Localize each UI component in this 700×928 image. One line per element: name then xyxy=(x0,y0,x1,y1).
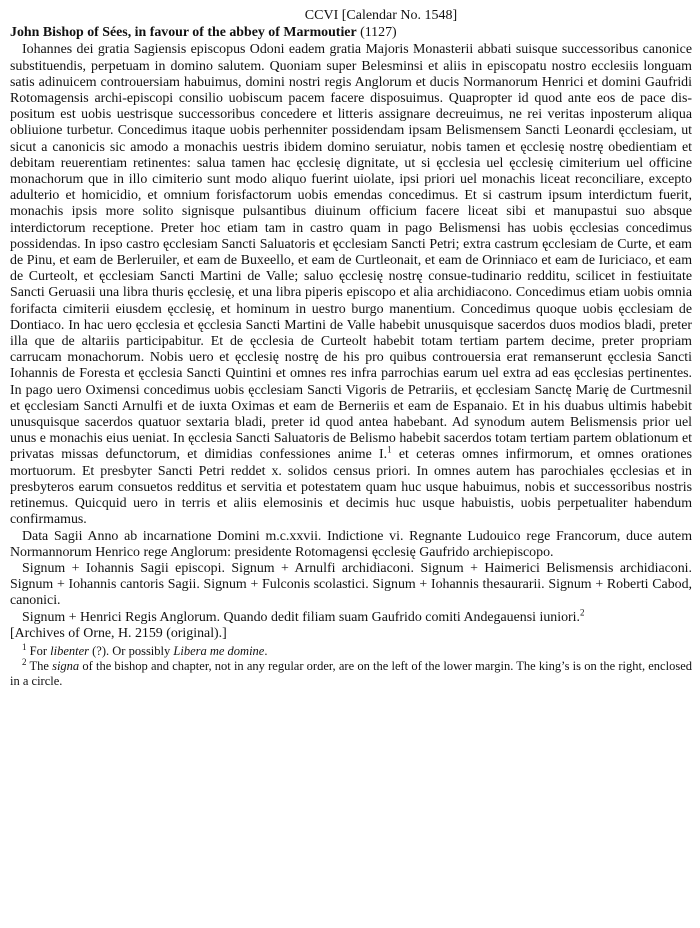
footnote-1: $^1$ For libenter (?). Or possibly Libera me domine. xyxy=(22,641,268,658)
king-signum-text: Signum + Henrici Regis Anglorum. Quando dedit filiam suam Gaufrido comiti Andegauensi iuniori. xyxy=(22,609,580,625)
footnote-number: 2 xyxy=(22,656,27,667)
charter-body-part-1: Iohannes dei gratia Sagiensis episcopus Odoni eadem gratia Majoris Monasterii abbati suisque successoribus canonice substituendis, perpetuam in domino salutem. Quoniam super Belesminsi et aliis in episcopatu nostro ecclesiis longuam satis adinuicem controuersiam habuimus, domini nostri regis Anglorum et ducis Normanorum Henrici et domini Gaufridi Rotomagensis archi-episcopi consilio uobiscum pacem facere disposuimus. Quapropter id quod ante eos de pace dis-positum est uobis uestrisque successoribus concedere et litteris assignare decreuimus, ne rei veritas inposterum aliqua obliuione turbetur. Concedimus itaque uobis perhenniter possidendam ipsam Belismensem Sancti Leonardi ęcclesiam, ut sicut a canonicis sic amodo a monachis uestris ibidem domino seruiatur, nobis tamen et ęcclesię nostrę obedientiam et debitam reuerentiam retinentes: salua tamen hac ęcclesię dignitate, ut si ęcclesia uel ęcclesię cimiterium uel officine monachorum que in illo cimiterio sunt modo aliquo fuerint uiolate, ipsi priori uel monachis liceat reconciliare, excepto adulterio et homicidio, et omnium forisfactorum uobis emendas concedimus. Et si castrum ipsum interdictum fuerit, monachis ipsis more solito signisque pulsantibus diuinum officium facere liceat sibi et manupastui suo absque interdictorum receptione. Preter hoc etiam tam in castro quam in pago Belismensi has uobis ęcclesias concedimus possidendas. In ipso castro ęcclesiam Sancti Saluatoris et ęcclesiam Sancti Petri; extra castrum ęcclesiam de Curte, et eam de Pinu, et eam de Berleruiler, et eam de Buxeello, et eam de Curtleonait, et eam de Orinniaco et eam de Iuriciaco, et eam de Curteolt, et ęcclesiam Sancti Martini de Valle; saluo ęcclesię nostrę consue-tudinario redditu, scilicet in festiuitate Sancti Geruasii una libra thuris ęcclesię, et una libra piperis episcopo et alia archidiacono. Concedimus etiam uobis omnia forifacta cimiterii eiusdem ęcclesię, et hominum in uestro burgo manentium. Concedimus quoque uobis ęcclesiam de Dontiaco. In hac uero ęcclesia et ęcclesia Sancti Martini de Valle habebit unusquisque sacerdos duos modios bladi, preter illa que de altariis participabitur. Et de ęcclesia de Curteolt habebit totam tertiam partem decime, preter propriam carrucam monachorum. Nobis uero et ęcclesię nostrę de his pro quibus controuersia erat remanserunt ęcclesia Sancti Iohannis de Foresta et ęcclesia Sancti Quintini et omnes res infra parrochias earum uel extra ad eas ęcclesias pertinentes. In pago uero Oximensi concedimus uobis ęcclesiam Sancti Vigoris de Petrariis, et ęcclesiam Sanctę Marię de Curtmesnil et ęcclesiam Sancti Arnulfi et de iuxta Oximas et eam de Berneriis et eam de Espanaio. Et in his duabus ultimis habebit unusquisque sacerdos quatuor sextaria bladi, preter id quod antea habebant. Ad synodum autem Belismensis prior uel unus e monachis eius ueniat. In ęcclesia Sancti Saluatoris de Belismo habebit sacerdos totam tertiam partem oblationum et privatas missas defunctorum, et dimidias confessiones anime I. xyxy=(10,42,692,463)
charter-body-part-2: et ceteras omnes infirmorum, et omnes orationes mortuorum. Et presbyter Sancti Petri reddet x. solidos census priori. In omnes autem has parochiales ęcclesias et in presbyteros earum consuetos redditus et servitia et potestatem quam huc usque habuimus, nobis et successoribus nostris retinemus. Quicquid uero in terris et aliis elemosinis et decimis huc usque habuistis, uobis perpetualiter habendum confirmamus. xyxy=(10,447,692,528)
footnote-number: 1 xyxy=(22,641,27,652)
charter-body xyxy=(10,42,692,528)
charter-title-text: John Bishop of Sées, in favour of the abbey of Marmoutier xyxy=(10,25,357,41)
charter-date: (1127) xyxy=(360,25,397,41)
footnote-2: $^2$ The signa of the bishop and chapter, not in any regular order, are on the left of the lower margin. The king’s is on the right, enclosed in a circle. xyxy=(10,656,692,688)
king-signum xyxy=(10,606,692,626)
charter-heading: CCVI [Calendar No. 1548] xyxy=(304,8,458,23)
dating-clause: Data Sagii Anno ab incarnatione Domini m.c.xxvii. Indictione vi. Regnante Ludouico rege Francorum, duce autem Normannorum Henrico rege Anglorum: presidente Rotomagensi ęcclesię Gaufrido archiepiscopo. xyxy=(10,528,692,560)
footnote-ref-2[interactable]: 2 xyxy=(579,606,585,617)
footnotes xyxy=(10,641,692,689)
witness-signa: Signum + Iohannis Sagii episcopi. Signum + Arnulfi archidiaconi. Signum + Haimerici Belismensis archidiaconi. Signum + Iohannis cantoris Sagii. Signum + Fulconis scolastici. Signum + Iohannis thesaurarii. Signum + Roberti Cabod, canonici. xyxy=(10,560,692,609)
footnote-ref-1[interactable]: 1 xyxy=(387,444,392,455)
archive-reference: [Archives of Orne, H. 2159 (original).] xyxy=(10,625,227,641)
charter-title xyxy=(10,25,692,41)
